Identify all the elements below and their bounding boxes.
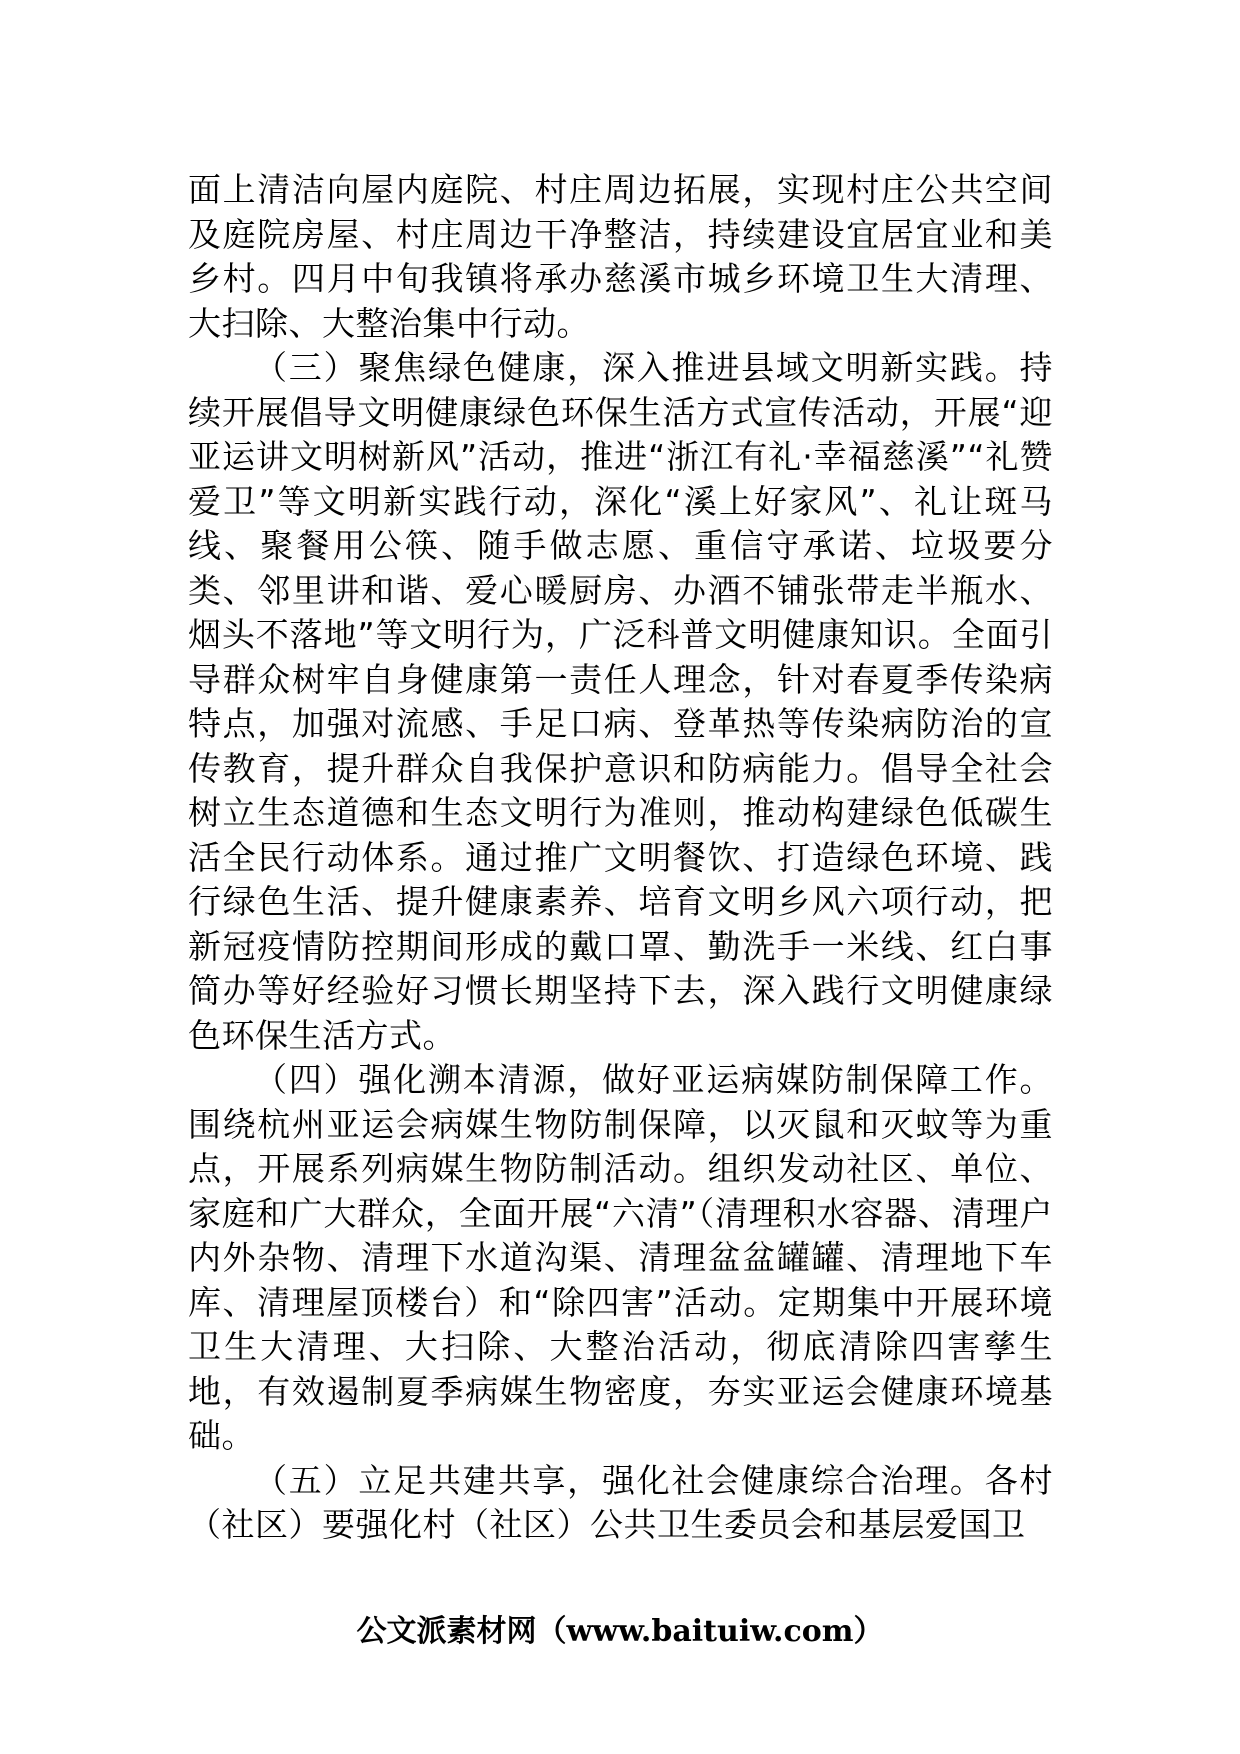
paragraph-1: 面上清洁向屋内庭院、村庄周边拓展，实现村庄公共空间及庭院房屋、村庄周边干净整洁，持续建设宜居宜业和美乡村。四月中旬我镇将承办慈溪市城乡环境卫生大清理、大扫除、大整治集中行动。	[188, 170, 1053, 343]
paragraph-3: （四）强化溯本清源，做好亚运病媒防制保障工作。围绕杭州亚运会病媒生物防制保障，以灭鼠和灭蚊等为重点，开展系列病媒生物防制活动。组织发动社区、单位、家庭和广大群众，全面开展“六清”（清理积水容器、清理户内外杂物、清理下水道沟渠、清理盆盆罐罐、清理地下车库、清理屋顶楼台）和“除四害”活动。定期集中开展环境卫生大清理、大扫除、大整治活动，彻底清除四害孳生地，有效遏制夏季病媒生物密度，夯实亚运会健康环境基础。	[188, 1060, 1053, 1455]
footer-watermark: 公文派素材网（www.baituiw.com）	[356, 1614, 884, 1649]
paragraph-4: （五）立足共建共享，强化社会健康综合治理。各村（社区）要强化村（社区）公共卫生委员会和基层爱国卫	[188, 1460, 1053, 1544]
paragraph-2: （三）聚焦绿色健康，深入推进县域文明新实践。持续开展倡导文明健康绿色环保生活方式宣传活动，开展“迎亚运讲文明树新风”活动，推进“浙江有礼·幸福慈溪”“礼赞爱卫”等文明新实践行动，深化“溪上好家风”、礼让斑马线、聚餐用公筷、随手做志愿、重信守承诺、垃圾要分类、邻里讲和谐、爱心暖厨房、办酒不铺张带走半瓶水、烟头不落地”等文明行为，广泛科普文明健康知识。全面引导群众树牢自身健康第一责任人理念，针对春夏季传染病特点，加强对流感、手足口病、登革热等传染病防治的宣传教育，提升群众自我保护意识和防病能力。倡导全社会树立生态道德和生态文明行为准则，推动构建绿色低碳生活全民行动体系。通过推广文明餐饮、打造绿色环境、践行绿色生活、提升健康素养、培育文明乡风六项行动，把新冠疫情防控期间形成的戴口罩、勤洗手一米线、红白事简办等好经验好习惯长期坚持下去，深入践行文明健康绿色环保生活方式。	[188, 348, 1053, 1055]
document-body	[188, 168, 1053, 1548]
